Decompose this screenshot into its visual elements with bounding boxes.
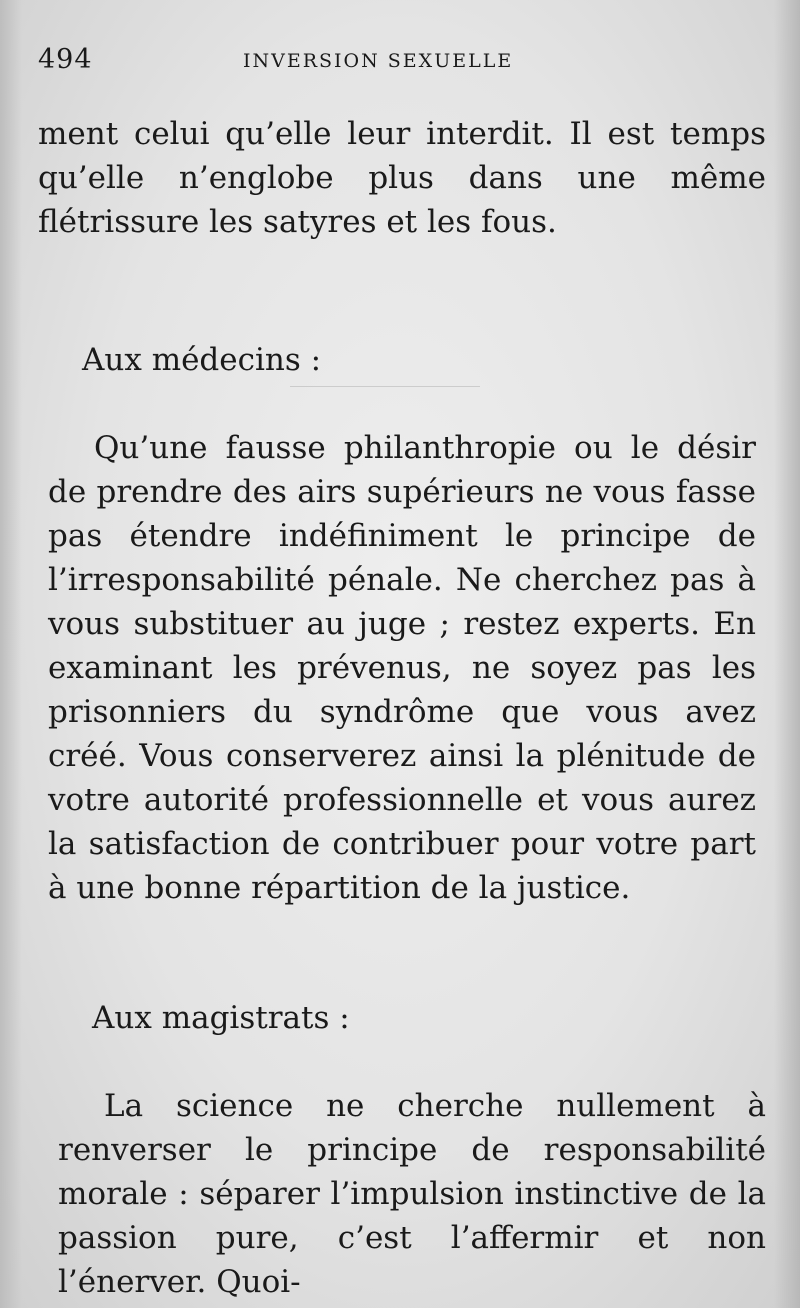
- page-header: [38, 44, 760, 84]
- running-title: INVERSION SEXUELLE: [243, 50, 514, 72]
- paragraph-magistrats: [58, 1084, 766, 1304]
- heading-aux-medecins: Aux médecins :: [82, 342, 322, 378]
- paragraph-text: Qu’une fausse philanthropie ou le désir de prendre des airs supérieurs ne vous fasse pas étendre indéfiniment le principe de l’irresponsabilité pénale. Ne cherchez pas à vous substituer au juge ; restez experts. En examinant les prévenus, ne soyez pas les prisonniers du syndrôme que vous avez créé. Vous conserverez ainsi la plénitude de votre autorité professionnelle et vous aurez la satisfaction de contribuer pour votre part à une bonne répartition de la justice.: [48, 430, 756, 906]
- paragraph-text: La science ne cherche nullement à renverser le principe de responsabilité morale : séparer l’impulsion instinctive de la passion pure, c’est l’affermir et non l’énerver. Quoi-: [58, 1088, 766, 1300]
- paragraph-medecins: [48, 426, 756, 910]
- faint-divider: [290, 386, 480, 387]
- paragraph-continuation: [38, 112, 766, 244]
- page-edge-shadow-right: [774, 0, 800, 1308]
- page-edge-shadow-left: [0, 0, 22, 1308]
- heading-aux-magistrats: Aux magistrats :: [92, 1000, 350, 1036]
- page-number: 494: [38, 44, 93, 75]
- paragraph-text: ment celui qu’elle leur interdit. Il est temps qu’elle n’englobe plus dans une même flétrissure les satyres et les fous.: [38, 116, 766, 240]
